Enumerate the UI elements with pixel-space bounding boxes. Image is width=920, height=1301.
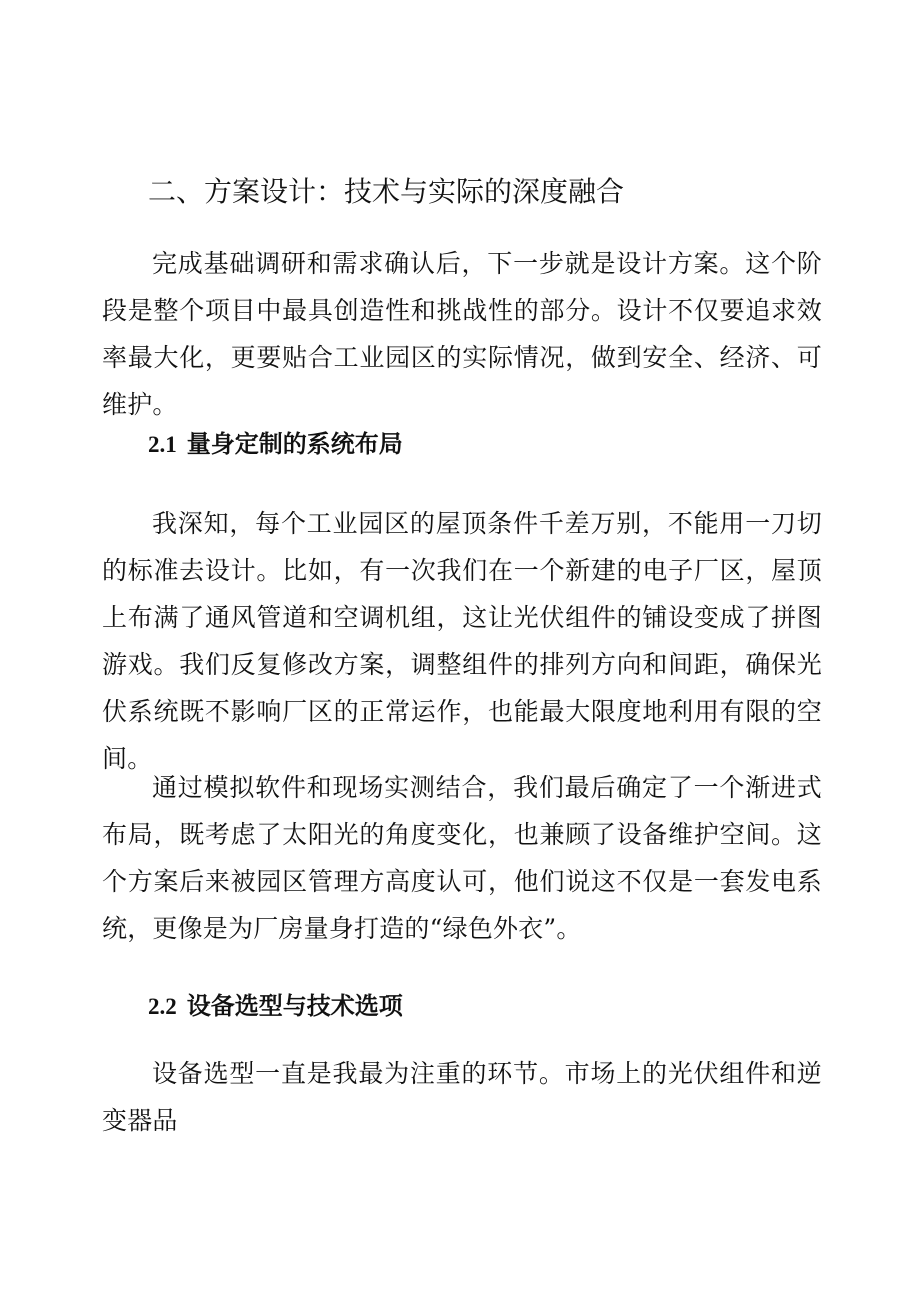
intro-paragraph: 完成基础调研和需求确认后，下一步就是设计方案。这个阶段是整个项目中最具创造性和挑战性的部分。设计不仅要追求效率最大化，更要贴合工业园区的实际情况，做到安全、经济、可维护。 <box>102 249 822 419</box>
body-paragraph: 我深知，每个工业园区的屋顶条件千差万别，不能用一刀切的标准去设计。比如，有一次我们在一个新建的电子厂区，屋顶上布满了通风管道和空调机组，这让光伏组件的铺设变成了拼图游戏。我们反复修改方案，调整组件的排列方向和间距，确保光伏系统既不影响厂区的正常运作，也能最大限度地利用有限的空间。 <box>102 509 822 773</box>
subsection-number: 2.2 <box>148 994 177 1019</box>
subsection-title: 设备选型与技术选项 <box>186 992 403 1020</box>
body-paragraph: 设备选型一直是我最为注重的环节。市场上的光伏组件和逆变器品 <box>102 1059 822 1135</box>
subsection-heading-2-1 <box>148 424 848 465</box>
section-heading: 二、方案设计：技术与实际的深度融合 <box>148 175 625 208</box>
body-paragraph: 通过模拟软件和现场实测结合，我们最后确定了一个渐进式布局，既考虑了太阳光的角度变化，也兼顾了设备维护空间。这个方案后来被园区管理方高度认可，他们说这不仅是一套发电系统，更像是为厂房量身打造的“绿色外衣”。 <box>102 773 822 943</box>
subsection-number: 2.1 <box>148 432 177 457</box>
subsection-title: 量身定制的系统布局 <box>186 430 403 458</box>
subsection-heading-2-2 <box>148 986 848 1027</box>
